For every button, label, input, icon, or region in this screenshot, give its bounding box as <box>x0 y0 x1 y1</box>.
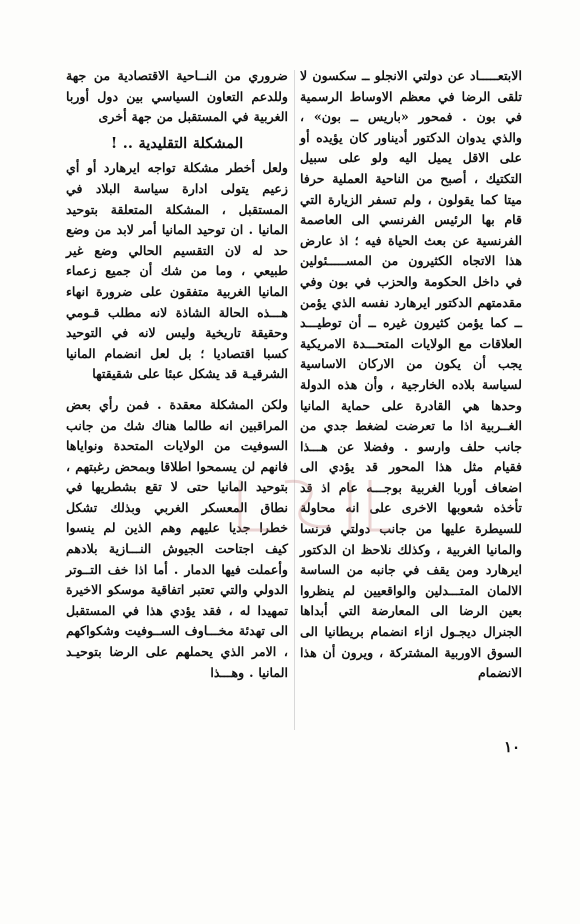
left-column-paragraph-2: ولكن المشكلة معقدة . فمن رأي بعض المراقبين انه طالما هناك شك من جانب السوفيت من الولايات المتحدة ونواياها فانهم لن يسمحوا اطلاقا وبمحض رغبتهم ، بتوحيد المانيا حتى لا تقع بشطريها في نطاق المعسكر الغربي وبذلك تشكل خطرا جديا عليهم وهم الذين لم ينسوا كيف اجتاحت الجيوش النـــازية بلادهم وأعملت فيها الدمار . أما اذا خف التــوتر الدولي والتي تعتبر اتفاقية موسكو الاخيرة تمهيدا له ، فقد يؤدي هذا في المستقبل الى تهدئة مخـــاوف الســوفيت وشكواكهم ، الامر الذي يحملهم على الرضا بتوحيـد المانيا . وهـــذا <box>66 396 288 680</box>
page-number: ١٠ <box>504 738 521 756</box>
left-column <box>66 66 288 683</box>
right-column <box>300 66 522 684</box>
left-column-paragraph-1: ولعل أخطر مشكلة تواجه ايرهارد أو أي زعيم يتولى ادارة سياسة البلاد في المستقبل ، المشكلة المتعلقة بتوحيد المانيا . ان توحيد المانيا أمر لابد من وضع حد له لان التقسيم الحالي وضع غير طبيعي ، وما من شك أن جميع زعماء المانيا الغربية متفقون على ضرورة انهاء هـــذه الحالة الشاذة لانه مطلب قـومي وحقيقة تاريخية وليس لانه في التوحيد كسبا اقتصاديا ؛ بل لعل انضمام المانيا الشرقيـة قد يشكل عبئا على شقيقتها <box>66 160 288 382</box>
column-divider <box>294 70 295 730</box>
section-heading: المشكلة التقليدية .. ! <box>110 134 244 152</box>
left-column-intro: ضروري من النــاحية الاقتصادية من جهة وللدعم التعاون السياسي بين دول أوربا الغربية في المستقبل من جهة أخرى <box>66 68 288 125</box>
right-column-text: الابتعـــــاد عن دولتي الانجلو ــ سكسون لا تلقى الرضا في معظم الاوساط الرسمية في بون . فمحور «باريس ــ بون» ، والذي يدوان الدكتور أديناور كان يؤيده أو على الاقل يميل اليه ولو على سبيل التكتيك ، أصبح من الناحية العملية حرفا ميتا كما يقولون ، ولم تسفر الزيارة التي قام بها الرئيس الفرنسي الى العاصمة الفرنسية عن بعث الحياة فيه ؛ اذ عارض هذا الاتجاه الكثيرون من المســـــئولين في داخل الحكومة والحزب في بون وفي مقدمتهم الدكتور ايرهارد نفسه الذي يؤمن ــ كما يؤمن كثيرون غيره ــ أن توطيـــد العلاقات مع الولايات المتحـــدة الامريكية يجب أن يكون من الاركان الاساسية لسياسة بلاده الخارجية ، وأن هذه الدولة وحدها هي القادرة على حماية المانيا الغــربية اذا ما تعرضت لضغط جدي من جانب حلف وارسو . وفضلا عن هـــذا فقيام مثل هذا المحور قد يؤدي الى اضعاف أوربا الغربية بوجـــه عام اذ قد تأخذه شعوبها الاخرى على انه محاولة للسيطرة عليها من جانب دولتي فرنسا والمانيا الغربية ، وكذلك نلاحظ ان الدكتور ايرهارد ومن يقف في جانبه من الساسة الالمان المتـــدلين والواقعيين لم ينظروا بعين الرضا الى المعارضة التي أبداها الجنرال ديجـول ازاء انضمام بريطانيا الى السوق الاوربية المشتركة ، ويرون أن هذا الانضمام <box>300 68 522 681</box>
